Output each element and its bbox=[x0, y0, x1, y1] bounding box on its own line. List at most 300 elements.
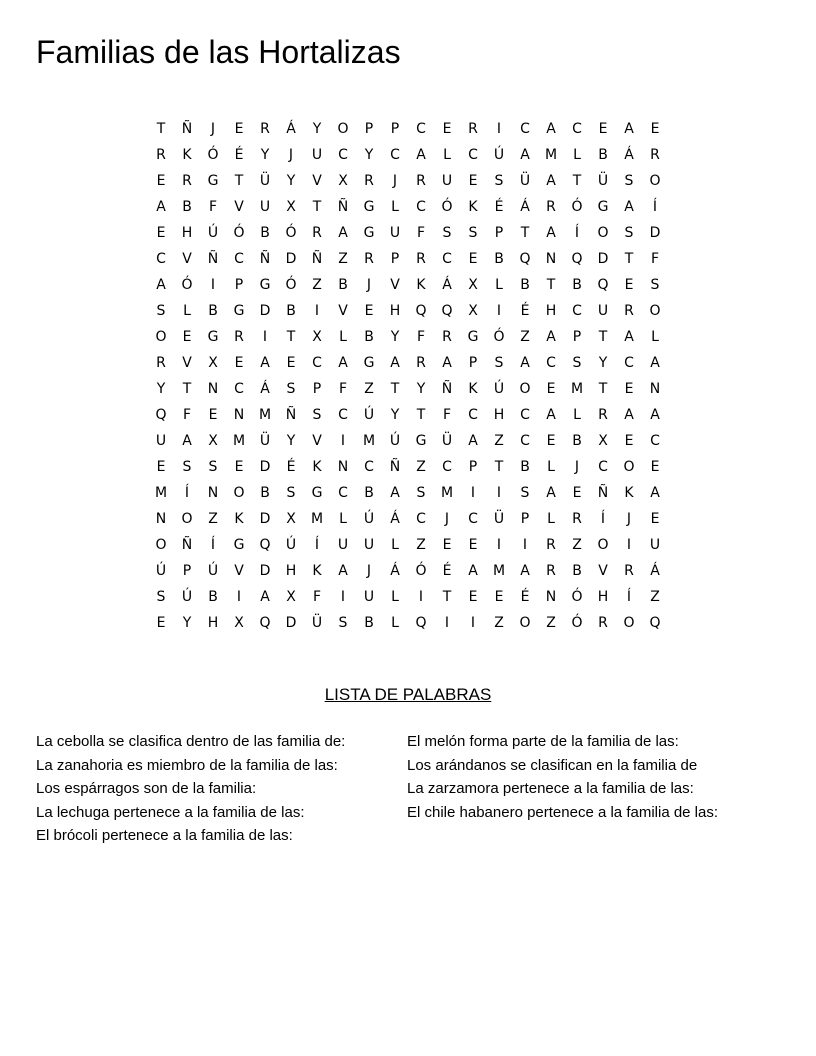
grid-letter: E bbox=[468, 173, 478, 189]
grid-letter: Z bbox=[520, 329, 530, 345]
grid-row bbox=[148, 610, 668, 636]
grid-letter: Ü bbox=[441, 433, 453, 449]
grid-letter: C bbox=[624, 355, 634, 371]
grid-letter: L bbox=[183, 303, 191, 319]
grid-letter: Ü bbox=[519, 173, 531, 189]
grid-letter: C bbox=[416, 511, 426, 527]
grid-letter: A bbox=[260, 355, 270, 371]
grid-letter: R bbox=[364, 251, 374, 267]
grid-letter: I bbox=[496, 303, 502, 319]
grid-letter: G bbox=[415, 433, 427, 449]
grid-letter: U bbox=[337, 537, 349, 553]
grid-letter: D bbox=[259, 459, 271, 475]
grid-letter: X bbox=[598, 433, 608, 449]
grid-letter: T bbox=[286, 329, 296, 345]
page-title: Familias de las Hortalizas bbox=[36, 34, 401, 70]
grid-letter: A bbox=[520, 147, 530, 163]
grid-letter: X bbox=[338, 173, 348, 189]
grid-letter: V bbox=[234, 563, 244, 579]
grid-letter: V bbox=[312, 173, 322, 189]
grid-letter: A bbox=[468, 563, 478, 579]
grid-letter: Ü bbox=[493, 511, 505, 527]
grid-letter: R bbox=[416, 173, 426, 189]
grid-letter: C bbox=[468, 511, 478, 527]
grid-letter: L bbox=[443, 147, 451, 163]
grid-row bbox=[148, 584, 668, 610]
grid-letter: P bbox=[468, 459, 478, 475]
grid-letter: A bbox=[546, 173, 556, 189]
grid-letter: D bbox=[259, 563, 271, 579]
grid-letter: B bbox=[572, 563, 582, 579]
grid-letter: F bbox=[182, 407, 192, 423]
grid-letter: P bbox=[468, 355, 478, 371]
grid-letter: Ú bbox=[493, 381, 505, 397]
grid-letter: A bbox=[650, 407, 660, 423]
grid-letter: J bbox=[288, 147, 294, 163]
grid-letter: C bbox=[390, 147, 400, 163]
grid-letter: E bbox=[650, 121, 660, 137]
grid-letter: C bbox=[598, 459, 608, 475]
grid-letter: R bbox=[624, 563, 634, 579]
grid-letter: Q bbox=[597, 277, 609, 293]
grid-letter: T bbox=[442, 589, 452, 605]
grid-letter: R bbox=[416, 251, 426, 267]
grid-letter: O bbox=[597, 537, 609, 553]
grid-letter: E bbox=[546, 381, 556, 397]
grid-letter: T bbox=[598, 381, 608, 397]
grid-letter: B bbox=[364, 615, 374, 631]
grid-letter: G bbox=[363, 199, 375, 215]
grid-letter: Í bbox=[600, 511, 606, 527]
grid-letter: C bbox=[416, 121, 426, 137]
grid-letter: I bbox=[626, 537, 632, 553]
grid-letter: Í bbox=[652, 199, 658, 215]
grid-letter: S bbox=[650, 277, 660, 293]
grid-letter: D bbox=[597, 251, 609, 267]
grid-letter: M bbox=[544, 147, 558, 163]
grid-letter: Ñ bbox=[337, 199, 349, 215]
grid-letter: Ó bbox=[571, 199, 583, 215]
grid-letter: S bbox=[520, 485, 530, 501]
grid-letter: L bbox=[573, 407, 581, 423]
grid-letter: N bbox=[207, 381, 219, 397]
grid-letter: V bbox=[598, 563, 608, 579]
grid-letter: V bbox=[182, 251, 192, 267]
grid-letter: U bbox=[441, 173, 453, 189]
grid-letter: A bbox=[468, 433, 478, 449]
grid-letter: S bbox=[182, 459, 192, 475]
grid-letter: P bbox=[390, 251, 400, 267]
grid-letter: D bbox=[285, 251, 297, 267]
grid-letter: K bbox=[624, 485, 634, 501]
grid-letter: B bbox=[598, 147, 608, 163]
grid-letter: Z bbox=[208, 511, 218, 527]
grid-letter: L bbox=[391, 615, 399, 631]
grid-letter: V bbox=[234, 199, 244, 215]
grid-letter: A bbox=[520, 355, 530, 371]
grid-letter: C bbox=[546, 355, 556, 371]
grid-letter: B bbox=[520, 459, 530, 475]
grid-letter: U bbox=[155, 433, 167, 449]
grid-letter: N bbox=[207, 485, 219, 501]
grid-letter: A bbox=[624, 329, 634, 345]
grid-letter: O bbox=[623, 615, 635, 631]
grid-letter: É bbox=[520, 303, 530, 319]
grid-letter: C bbox=[416, 199, 426, 215]
grid-letter: Z bbox=[546, 615, 556, 631]
grid-letter: B bbox=[260, 225, 270, 241]
grid-letter: X bbox=[312, 329, 322, 345]
grid-letter: F bbox=[338, 381, 348, 397]
grid-letter: R bbox=[650, 147, 660, 163]
grid-letter: É bbox=[234, 147, 244, 163]
grid-letter: Ü bbox=[259, 433, 271, 449]
grid-letter: I bbox=[340, 433, 346, 449]
grid-letter: Z bbox=[494, 615, 504, 631]
grid-letter: Z bbox=[364, 381, 374, 397]
grid-letter: I bbox=[444, 615, 450, 631]
grid-letter: K bbox=[468, 199, 478, 215]
grid-letter: H bbox=[207, 615, 219, 631]
grid-letter: D bbox=[649, 225, 661, 241]
grid-letter: J bbox=[210, 121, 216, 137]
grid-letter: B bbox=[364, 329, 374, 345]
grid-letter: Ó bbox=[233, 225, 245, 241]
grid-letter: Ú bbox=[155, 563, 167, 579]
grid-letter: C bbox=[364, 459, 374, 475]
grid-letter: R bbox=[234, 329, 244, 345]
grid-row bbox=[148, 428, 668, 454]
grid-letter: V bbox=[390, 277, 400, 293]
grid-row bbox=[148, 558, 668, 584]
clue-item: La cebolla se clasifica dentro de las familia de: bbox=[36, 733, 346, 750]
grid-letter: K bbox=[416, 277, 426, 293]
grid-letter: Á bbox=[390, 563, 400, 579]
grid-letter: A bbox=[546, 407, 556, 423]
grid-letter: E bbox=[234, 355, 244, 371]
grid-letter: J bbox=[366, 277, 372, 293]
grid-letter: R bbox=[156, 355, 166, 371]
grid-letter: E bbox=[572, 485, 582, 501]
grid-letter: Y bbox=[260, 147, 270, 163]
grid-letter: Á bbox=[260, 381, 270, 397]
grid-letter: M bbox=[310, 511, 324, 527]
grid-letter: P bbox=[494, 225, 504, 241]
grid-letter: M bbox=[440, 485, 454, 501]
grid-letter: B bbox=[494, 251, 504, 267]
grid-letter: A bbox=[546, 329, 556, 345]
grid-letter: S bbox=[338, 615, 348, 631]
grid-row bbox=[148, 350, 668, 376]
grid-letter: C bbox=[572, 303, 582, 319]
clue-list-right bbox=[407, 730, 718, 824]
grid-letter: A bbox=[546, 121, 556, 137]
grid-letter: É bbox=[520, 589, 530, 605]
grid-letter: G bbox=[233, 537, 245, 553]
grid-letter: K bbox=[312, 459, 322, 475]
grid-letter: E bbox=[234, 121, 244, 137]
grid-row bbox=[148, 324, 668, 350]
grid-letter: H bbox=[389, 303, 401, 319]
grid-letter: F bbox=[416, 225, 426, 241]
grid-letter: U bbox=[311, 147, 323, 163]
grid-letter: N bbox=[155, 511, 167, 527]
grid-letter: I bbox=[262, 329, 268, 345]
grid-letter: L bbox=[339, 329, 347, 345]
grid-letter: A bbox=[390, 355, 400, 371]
grid-letter: X bbox=[208, 433, 218, 449]
grid-letter: I bbox=[496, 537, 502, 553]
grid-letter: G bbox=[363, 225, 375, 241]
grid-letter: I bbox=[470, 615, 476, 631]
grid-letter: O bbox=[519, 381, 531, 397]
grid-letter: Ú bbox=[207, 225, 219, 241]
grid-letter: O bbox=[597, 225, 609, 241]
grid-letter: E bbox=[468, 589, 478, 605]
grid-letter: Ú bbox=[363, 407, 375, 423]
grid-letter: C bbox=[520, 121, 530, 137]
grid-letter: B bbox=[182, 199, 192, 215]
grid-letter: I bbox=[314, 303, 320, 319]
grid-letter: S bbox=[208, 459, 218, 475]
grid-row bbox=[148, 402, 668, 428]
grid-letter: R bbox=[182, 173, 192, 189]
grid-letter: A bbox=[624, 407, 634, 423]
grid-row bbox=[148, 168, 668, 194]
grid-letter: Q bbox=[259, 537, 271, 553]
grid-letter: I bbox=[496, 121, 502, 137]
grid-letter: H bbox=[285, 563, 297, 579]
grid-letter: Ú bbox=[363, 511, 375, 527]
grid-row bbox=[148, 220, 668, 246]
grid-letter: C bbox=[338, 485, 348, 501]
grid-letter: L bbox=[547, 459, 555, 475]
grid-letter: Á bbox=[286, 121, 296, 137]
grid-letter: E bbox=[468, 251, 478, 267]
grid-letter: Ú bbox=[207, 563, 219, 579]
grid-letter: Í bbox=[574, 225, 580, 241]
grid-letter: C bbox=[312, 355, 322, 371]
grid-letter: C bbox=[156, 251, 166, 267]
grid-letter: P bbox=[312, 381, 322, 397]
grid-letter: B bbox=[572, 433, 582, 449]
grid-letter: G bbox=[363, 355, 375, 371]
grid-letter: A bbox=[624, 199, 634, 215]
grid-letter: Y bbox=[390, 407, 400, 423]
grid-letter: K bbox=[182, 147, 192, 163]
grid-letter: R bbox=[468, 121, 478, 137]
grid-letter: F bbox=[650, 251, 660, 267]
grid-letter: V bbox=[182, 355, 192, 371]
clue-item: La zanahoria es miembro de la familia de las: bbox=[36, 756, 338, 774]
grid-letter: Ñ bbox=[597, 485, 609, 501]
grid-letter: E bbox=[156, 173, 166, 189]
grid-letter: B bbox=[364, 485, 374, 501]
grid-letter: R bbox=[624, 303, 634, 319]
grid-letter: O bbox=[649, 303, 661, 319]
grid-letter: M bbox=[258, 407, 272, 423]
grid-letter: S bbox=[286, 381, 296, 397]
grid-letter: Y bbox=[364, 147, 374, 163]
grid-letter: I bbox=[418, 589, 424, 605]
grid-letter: C bbox=[234, 251, 244, 267]
grid-letter: Q bbox=[155, 407, 167, 423]
grid-letter: T bbox=[624, 251, 634, 267]
grid-letter: R bbox=[416, 355, 426, 371]
grid-row bbox=[148, 506, 668, 532]
grid-letter: S bbox=[156, 303, 166, 319]
grid-letter: O bbox=[649, 173, 661, 189]
grid-letter: A bbox=[546, 485, 556, 501]
grid-letter: P bbox=[572, 329, 582, 345]
grid-letter: E bbox=[494, 589, 504, 605]
grid-letter: Ü bbox=[311, 615, 323, 631]
grid-letter: O bbox=[337, 121, 349, 137]
grid-letter: J bbox=[574, 459, 580, 475]
grid-letter: A bbox=[624, 121, 634, 137]
grid-letter: Ó bbox=[493, 329, 505, 345]
grid-letter: E bbox=[442, 537, 452, 553]
grid-letter: B bbox=[338, 277, 348, 293]
grid-letter: M bbox=[570, 381, 584, 397]
grid-letter: C bbox=[442, 459, 452, 475]
grid-letter: R bbox=[598, 407, 608, 423]
grid-letter: M bbox=[154, 485, 168, 501]
grid-letter: E bbox=[624, 381, 634, 397]
grid-letter: N bbox=[337, 459, 349, 475]
grid-letter: Q bbox=[519, 251, 531, 267]
grid-letter: É bbox=[442, 563, 452, 579]
grid-letter: G bbox=[233, 303, 245, 319]
grid-letter: Y bbox=[156, 381, 166, 397]
grid-letter: L bbox=[391, 199, 399, 215]
grid-letter: Z bbox=[416, 537, 426, 553]
grid-letter: O bbox=[233, 485, 245, 501]
grid-letter: E bbox=[468, 537, 478, 553]
grid-letter: D bbox=[285, 615, 297, 631]
grid-letter: Ñ bbox=[311, 251, 323, 267]
grid-letter: Q bbox=[571, 251, 583, 267]
grid-letter: T bbox=[156, 121, 166, 137]
clue-list-left bbox=[36, 730, 345, 848]
clue-item: La zarzamora pertenece a la familia de las: bbox=[407, 780, 694, 797]
grid-letter: L bbox=[495, 277, 503, 293]
grid-letter: T bbox=[598, 329, 608, 345]
grid-letter: Ó bbox=[571, 615, 583, 631]
clue-item: La lechuga pertenece a la familia de las: bbox=[36, 803, 305, 821]
grid-letter: P bbox=[234, 277, 244, 293]
grid-letter: A bbox=[442, 355, 452, 371]
grid-letter: Z bbox=[650, 589, 660, 605]
grid-letter: E bbox=[650, 511, 660, 527]
grid-letter: M bbox=[362, 433, 376, 449]
grid-row bbox=[148, 532, 668, 558]
grid-letter: R bbox=[442, 329, 452, 345]
grid-letter: Ü bbox=[259, 173, 271, 189]
grid-letter: E bbox=[598, 121, 608, 137]
grid-letter: T bbox=[494, 459, 504, 475]
grid-letter: F bbox=[416, 329, 426, 345]
grid-letter: S bbox=[572, 355, 582, 371]
grid-letter: Y bbox=[286, 433, 296, 449]
grid-letter: I bbox=[340, 589, 346, 605]
grid-letter: S bbox=[156, 589, 166, 605]
grid-letter: E bbox=[234, 459, 244, 475]
grid-letter: N bbox=[233, 407, 245, 423]
grid-letter: G bbox=[311, 485, 323, 501]
grid-row bbox=[148, 454, 668, 480]
grid-letter: Z bbox=[494, 433, 504, 449]
grid-letter: A bbox=[650, 485, 660, 501]
grid-row bbox=[148, 480, 668, 506]
grid-letter: P bbox=[390, 121, 400, 137]
grid-letter: Ú bbox=[181, 589, 193, 605]
grid-letter: K bbox=[468, 381, 478, 397]
grid-letter: Ñ bbox=[259, 251, 271, 267]
grid-letter: E bbox=[156, 225, 166, 241]
grid-letter: O bbox=[181, 511, 193, 527]
grid-letter: Ü bbox=[597, 173, 609, 189]
grid-letter: É bbox=[494, 199, 504, 215]
grid-letter: C bbox=[338, 147, 348, 163]
grid-letter: E bbox=[156, 459, 166, 475]
grid-letter: A bbox=[338, 225, 348, 241]
grid-letter: X bbox=[286, 199, 296, 215]
grid-letter: Á bbox=[624, 147, 634, 163]
grid-letter: I bbox=[236, 589, 242, 605]
grid-letter: S bbox=[312, 407, 322, 423]
grid-letter: X bbox=[234, 615, 244, 631]
grid-letter: U bbox=[363, 537, 375, 553]
grid-letter: Á bbox=[442, 277, 452, 293]
grid-letter: Ó bbox=[571, 589, 583, 605]
grid-letter: I bbox=[496, 485, 502, 501]
grid-letter: G bbox=[207, 329, 219, 345]
grid-letter: Q bbox=[441, 303, 453, 319]
grid-letter: O bbox=[155, 329, 167, 345]
grid-letter: Í bbox=[210, 537, 216, 553]
grid-letter: C bbox=[234, 381, 244, 397]
grid-letter: A bbox=[182, 433, 192, 449]
grid-letter: Q bbox=[649, 615, 661, 631]
grid-letter: T bbox=[234, 173, 244, 189]
grid-letter: X bbox=[208, 355, 218, 371]
grid-letter: Y bbox=[182, 615, 192, 631]
grid-letter: A bbox=[338, 563, 348, 579]
grid-letter: I bbox=[522, 537, 528, 553]
grid-letter: T bbox=[416, 407, 426, 423]
grid-letter: S bbox=[286, 485, 296, 501]
grid-letter: A bbox=[338, 355, 348, 371]
grid-letter: A bbox=[520, 563, 530, 579]
grid-letter: Á bbox=[650, 563, 660, 579]
grid-letter: Ó bbox=[441, 199, 453, 215]
grid-letter: Á bbox=[520, 199, 530, 215]
grid-letter: R bbox=[260, 121, 270, 137]
grid-letter: A bbox=[260, 589, 270, 605]
grid-letter: A bbox=[390, 485, 400, 501]
grid-letter: J bbox=[366, 563, 372, 579]
grid-letter: U bbox=[597, 303, 609, 319]
grid-letter: C bbox=[442, 251, 452, 267]
grid-letter: Ó bbox=[285, 277, 297, 293]
grid-letter: S bbox=[494, 355, 504, 371]
grid-letter: S bbox=[624, 225, 634, 241]
grid-letter: Y bbox=[598, 355, 608, 371]
grid-letter: B bbox=[520, 277, 530, 293]
grid-letter: C bbox=[468, 407, 478, 423]
grid-letter: H bbox=[493, 407, 505, 423]
